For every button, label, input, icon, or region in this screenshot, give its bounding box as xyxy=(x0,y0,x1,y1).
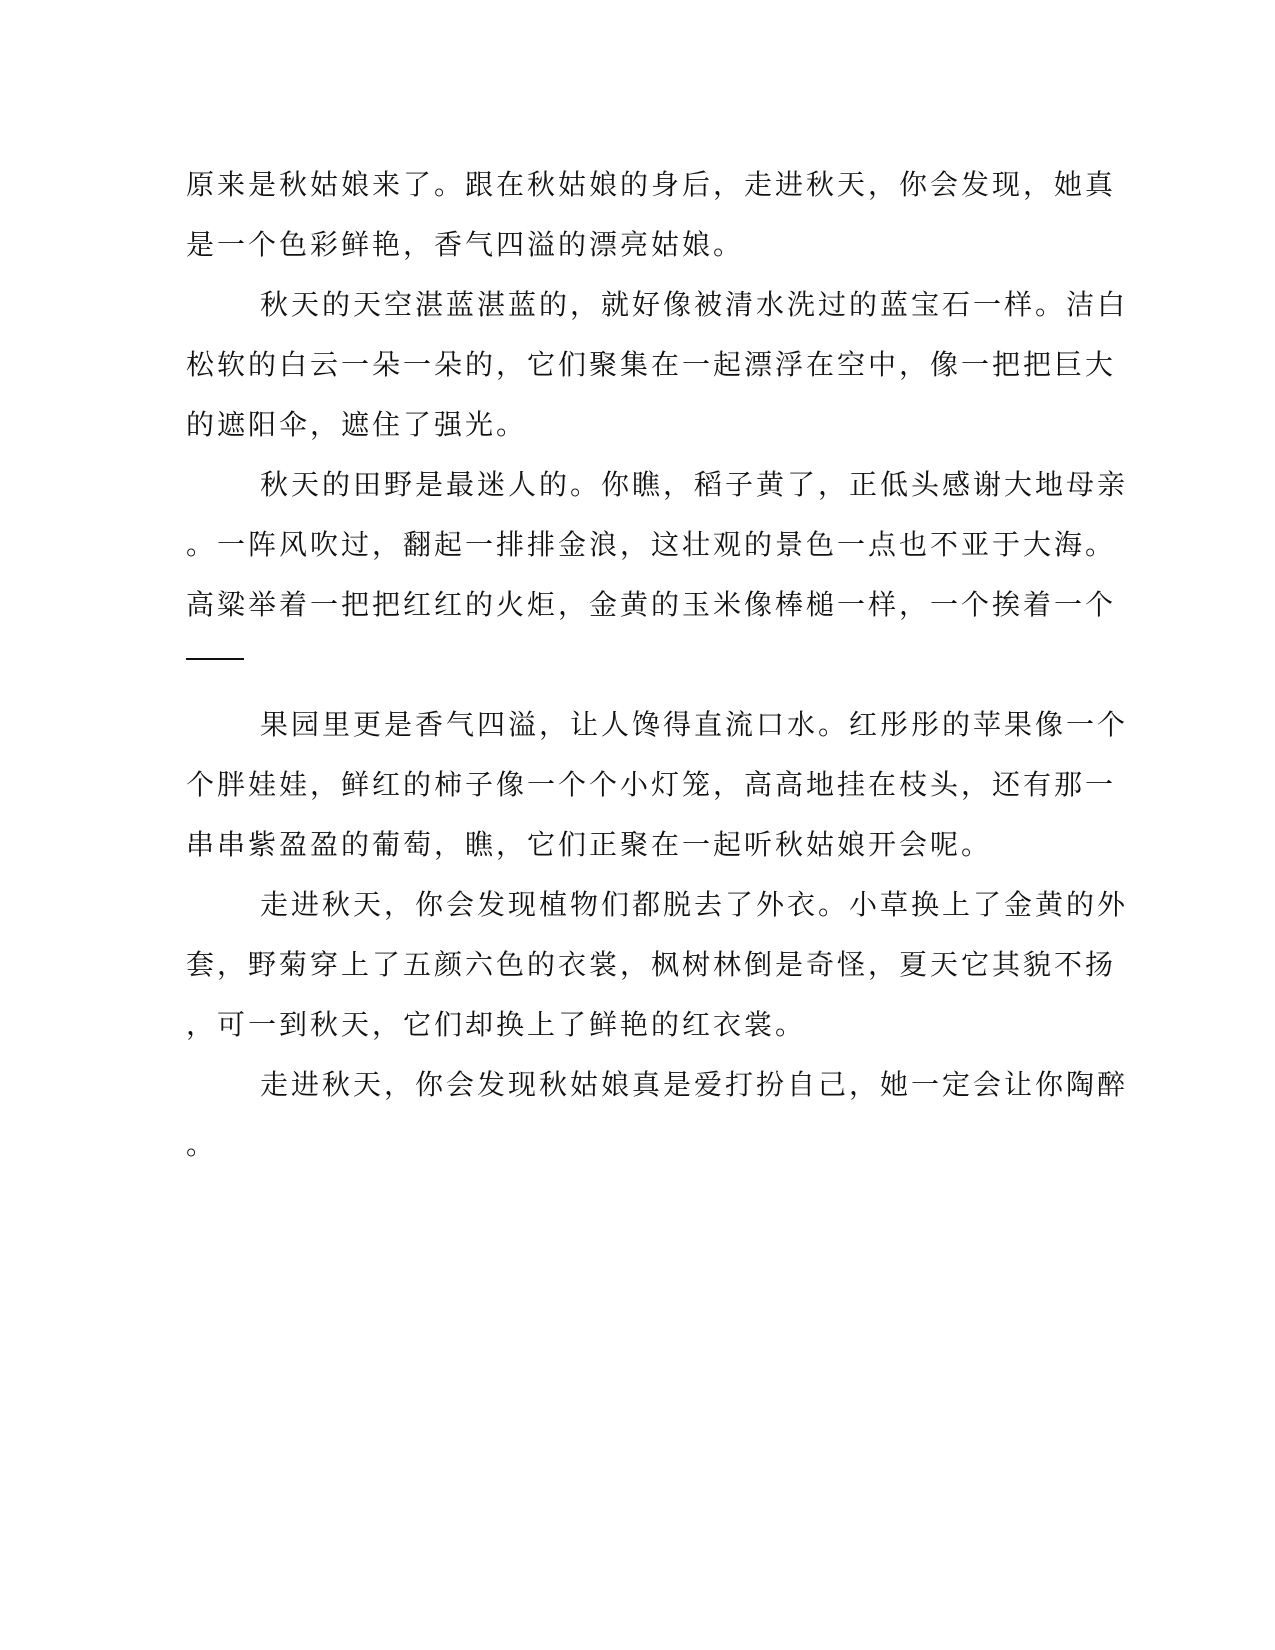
text-line: 高粱举着一把把红红的火炬，金黄的玉米像棒槌一样，一个挨着一个 xyxy=(186,588,1117,621)
text-line: 个胖娃娃，鲜红的柿子像一个个小灯笼，高高地挂在枝头，还有那一 xyxy=(186,768,1117,801)
text-line: ，可一到秋天，它们却换上了鲜艳的红衣裳。 xyxy=(186,1008,807,1041)
text-line: 果园里更是香气四溢，让人馋得直流口水。红彤彤的苹果像一个 xyxy=(260,708,1129,741)
text-line: 松软的白云一朵一朵的，它们聚集在一起漂浮在空中，像一把把巨大 xyxy=(186,348,1117,381)
text-line: 秋天的田野是最迷人的。你瞧，稻子黄了，正低头感谢大地母亲 xyxy=(260,468,1129,501)
text-line: 套，野菊穿上了五颜六色的衣裳，枫树林倒是奇怪，夏天它其貌不扬 xyxy=(186,948,1117,981)
text-line: 。 xyxy=(186,1128,218,1161)
text-line: 串串紫盈盈的葡萄，瞧，它们正聚在一起听秋姑娘开会呢。 xyxy=(186,828,993,861)
em-dash-rule xyxy=(186,658,244,660)
dash-line xyxy=(186,635,1086,695)
text-line: 原来是秋姑娘来了。跟在秋姑娘的身后，走进秋天，你会发现，她真 xyxy=(186,168,1117,201)
text-line: 是一个色彩鲜艳，香气四溢的漂亮姑娘。 xyxy=(186,228,745,261)
essay-body xyxy=(186,155,1129,1175)
text-line: 秋天的天空湛蓝湛蓝的，就好像被清水洗过的蓝宝石一样。洁白 xyxy=(260,288,1129,321)
text-line: 。一阵风吹过，翻起一排排金浪，这壮观的景色一点也不亚于大海。 xyxy=(186,528,1117,561)
text-line: 走进秋天，你会发现秋姑娘真是爱打扮自己，她一定会让你陶醉 xyxy=(260,1068,1129,1101)
text-line: 的遮阳伞，遮住了强光。 xyxy=(186,408,528,441)
text-line: 走进秋天，你会发现植物们都脱去了外衣。小草换上了金黄的外 xyxy=(260,888,1129,921)
